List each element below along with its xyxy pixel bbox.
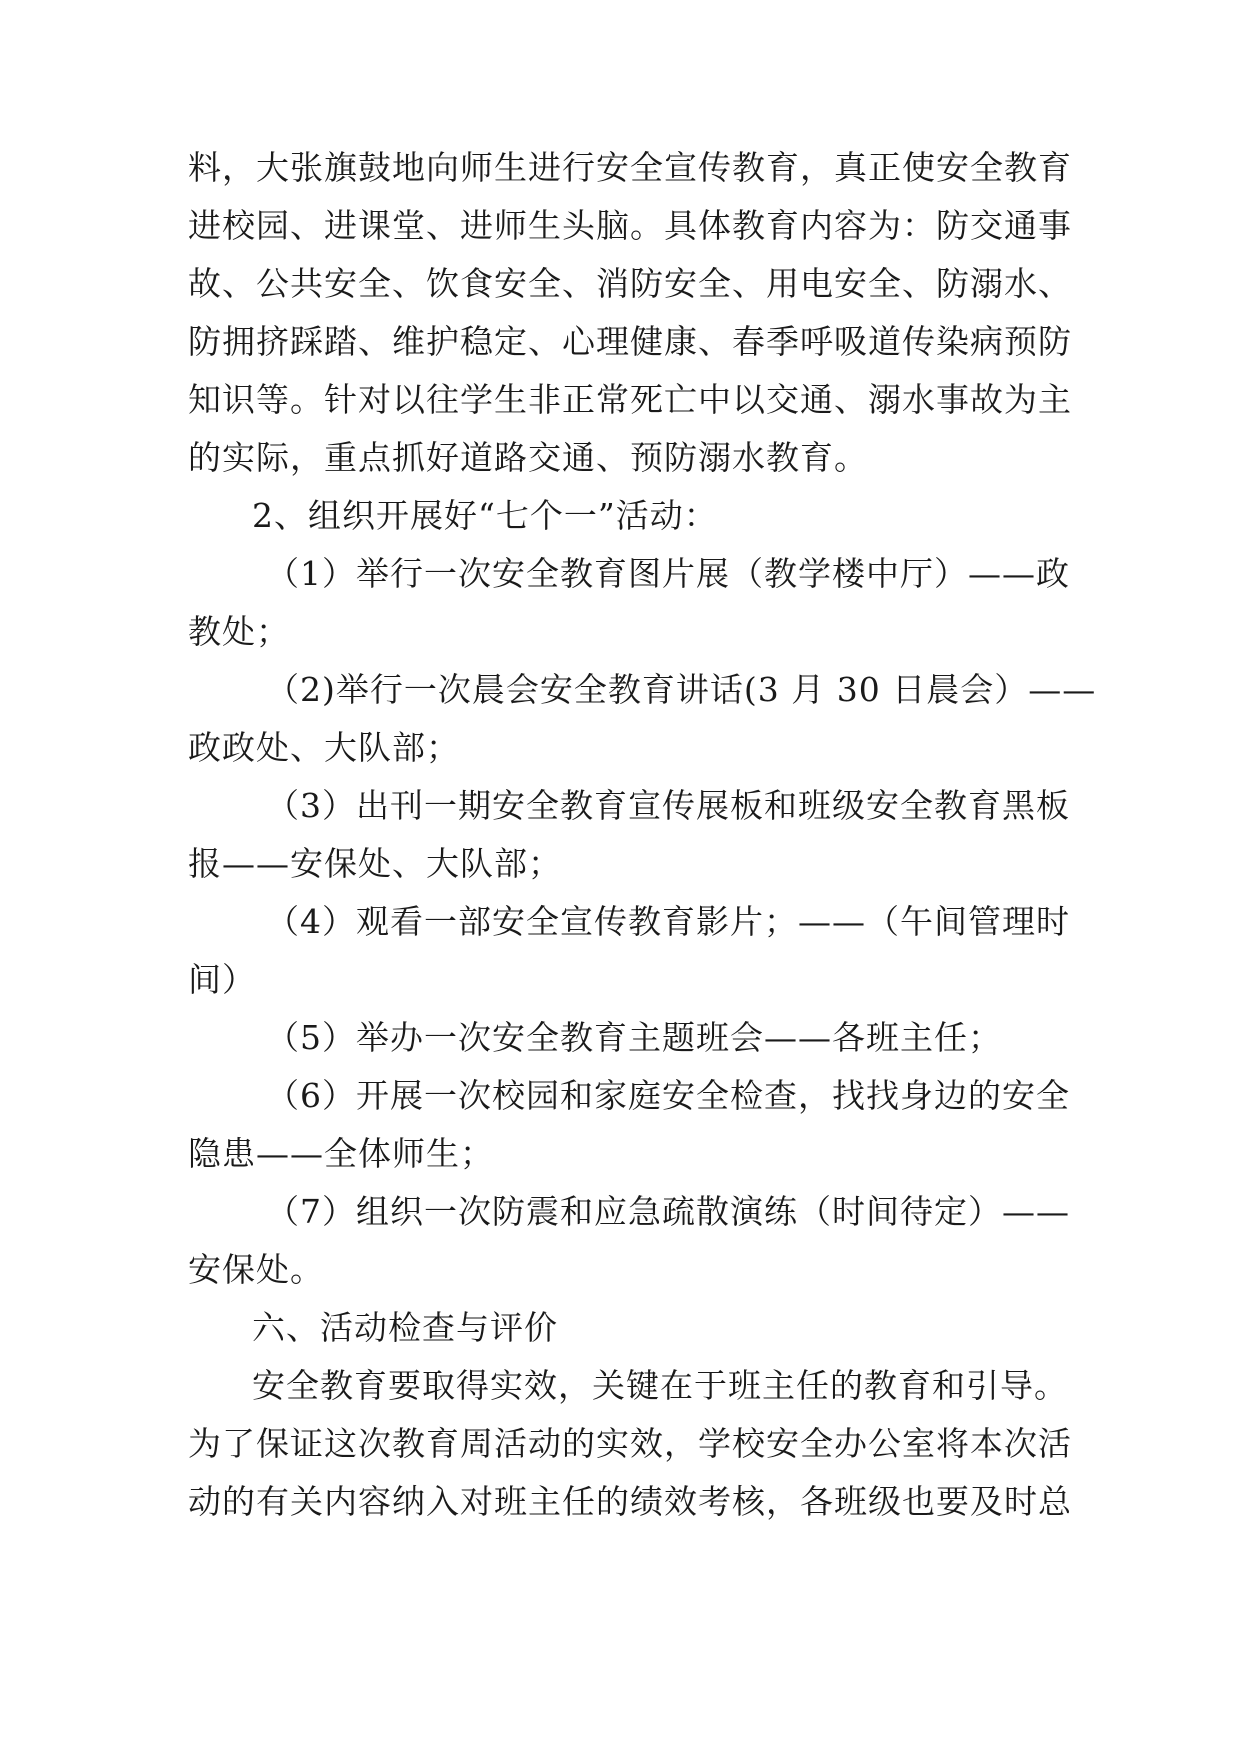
list-item-continuation: 隐患——全体师生； [188,1134,494,1173]
text-line: 的实际，重点抓好道路交通、预防溺水教育。 [188,438,868,477]
text-line: 料，大张旗鼓地向师生进行安全宣传教育，真正使安全教育 [188,148,1072,187]
text-line: 防拥挤踩踏、维护稳定、心理健康、春季呼吸道传染病预防 [188,322,1072,361]
list-item: （1）举行一次安全教育图片展（教学楼中厅）——政 [266,554,1070,593]
list-item: （3）出刊一期安全教育宣传展板和班级安全教育黑板 [266,786,1070,825]
list-item: （5）举办一次安全教育主题班会——各班主任； [266,1018,1002,1057]
list-item: （6）开展一次校园和家庭安全检查，找找身边的安全 [266,1076,1070,1115]
list-item-continuation: 教处； [188,612,290,651]
list-item: （7）组织一次防震和应急疏散演练（时间待定）—— [266,1192,1070,1231]
text-line: 故、公共安全、饮食安全、消防安全、用电安全、防溺水、 [188,264,1072,303]
list-item-continuation: 安保处。 [188,1250,324,1289]
list-item: （4）观看一部安全宣传教育影片；——（午间管理时 [266,902,1070,941]
text-line: 为了保证这次教育周活动的实效，学校安全办公室将本次活 [188,1424,1072,1463]
text-line: 进校园、进课堂、进师生头脑。具体教育内容为：防交通事 [188,206,1072,245]
list-item-continuation: 报——安保处、大队部； [188,844,562,883]
list-item: （2)举行一次晨会安全教育讲话(3 月 30 日晨会）—— [266,670,1097,709]
section-heading: 2、组织开展好“七个一”活动： [252,496,718,535]
list-item-continuation: 政政处、大队部； [188,728,460,767]
text-line: 动的有关内容纳入对班主任的绩效考核，各班级也要及时总 [188,1482,1072,1521]
list-item-continuation: 间） [188,960,256,999]
text-line: 安全教育要取得实效，关键在于班主任的教育和引导。 [252,1366,1068,1405]
text-line: 知识等。针对以往学生非正常死亡中以交通、溺水事故为主 [188,380,1072,419]
section-heading: 六、活动检查与评价 [252,1308,558,1347]
